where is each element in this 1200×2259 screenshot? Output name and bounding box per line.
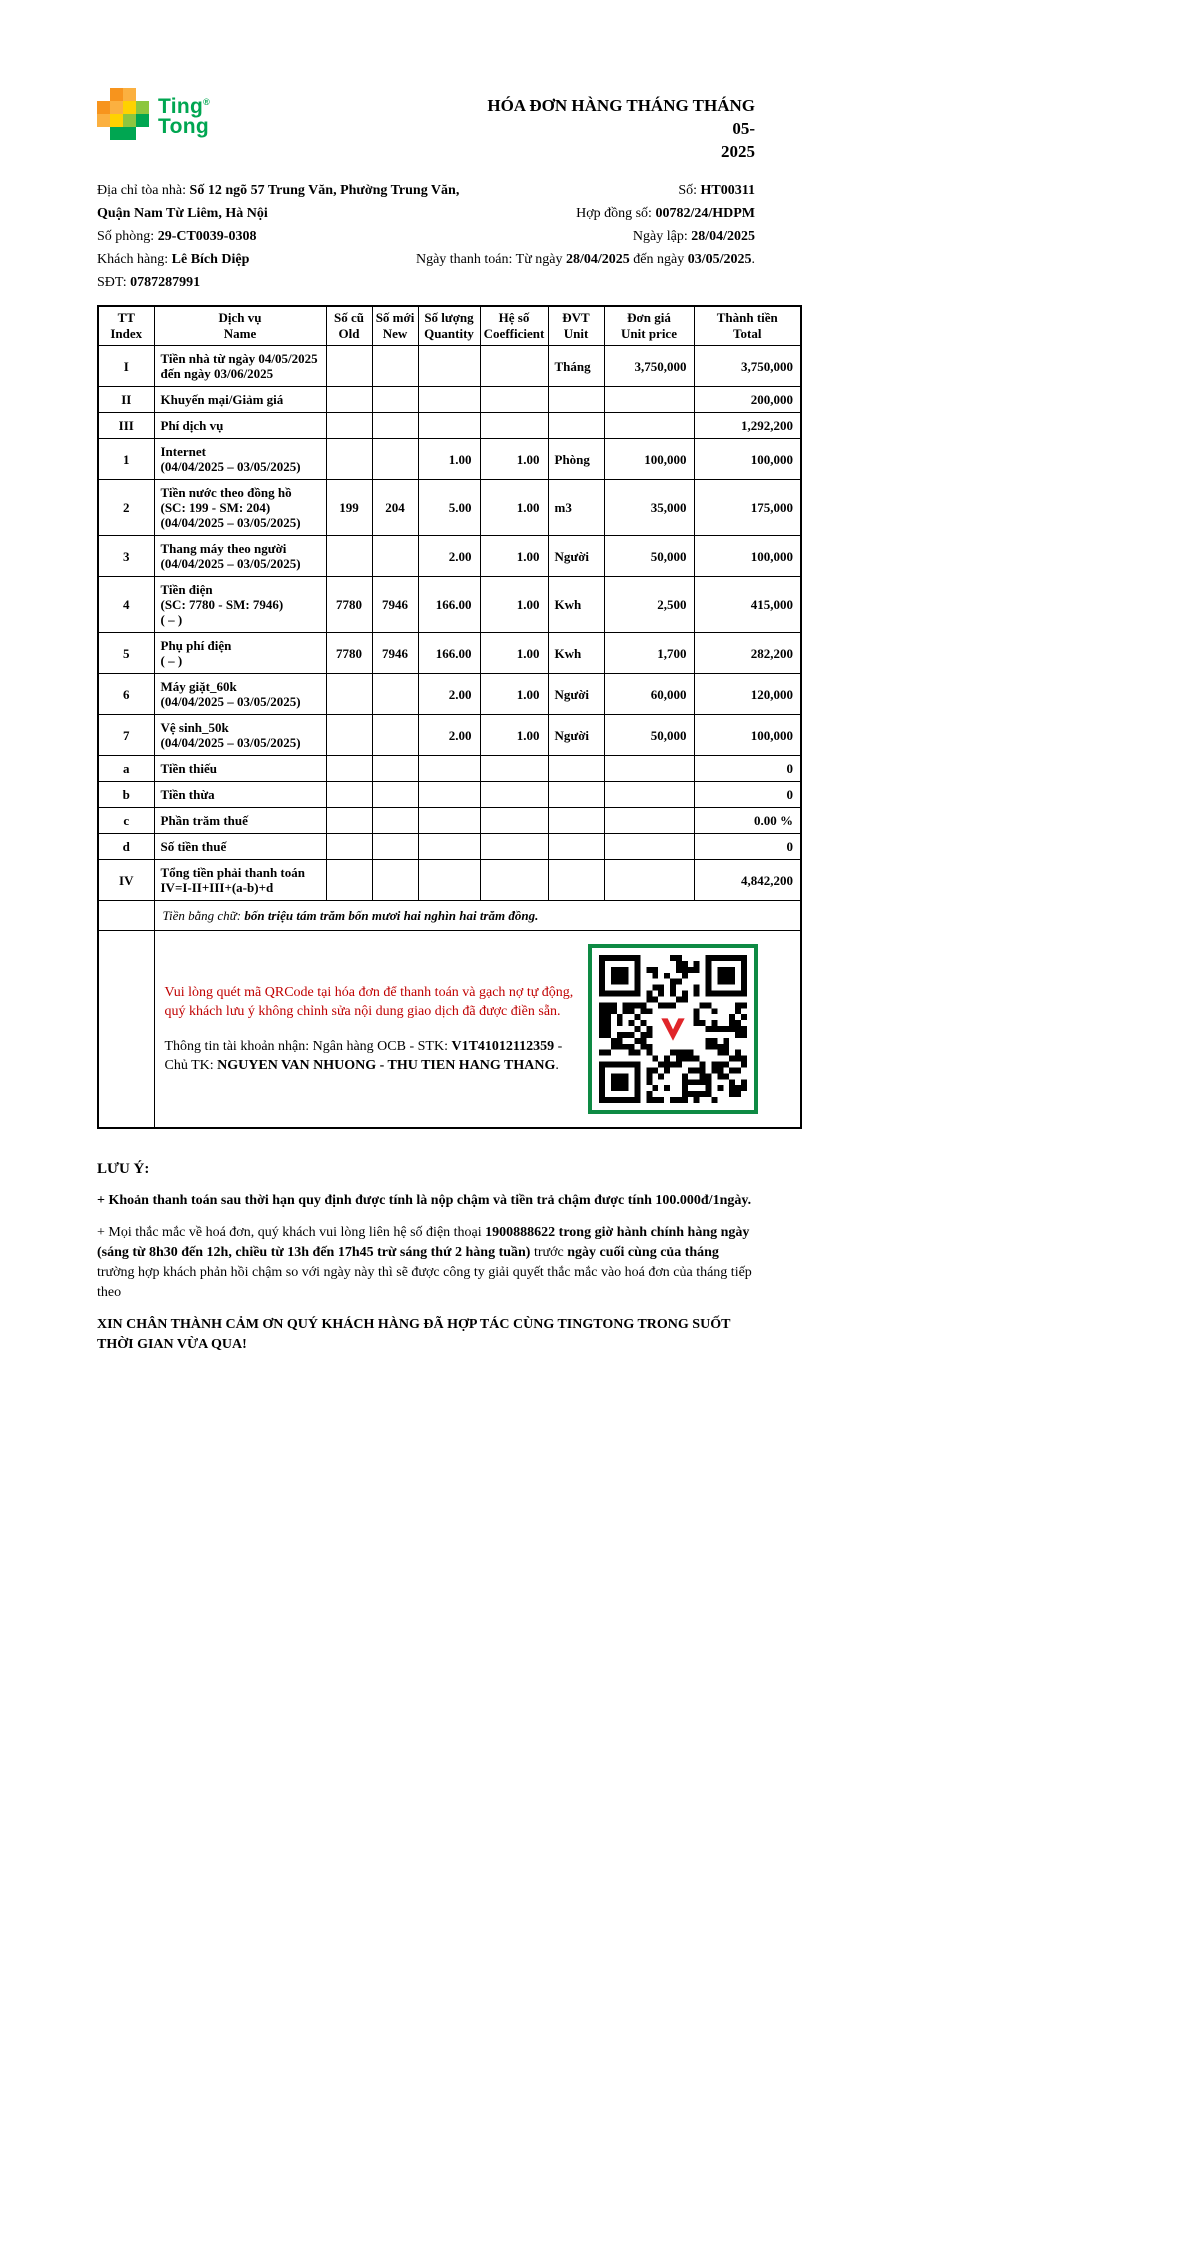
service-name-line: Tiền nước theo đồng hồ <box>160 485 292 500</box>
cell-new <box>372 346 418 387</box>
cell-name <box>154 577 326 633</box>
service-name-line: Tiền thiếu <box>160 761 217 776</box>
header-label-en: Quantity <box>424 326 474 341</box>
cell-coef: 1.00 <box>480 439 548 480</box>
footer-notes <box>97 1159 752 1355</box>
service-name-line: Tiền điện <box>160 582 213 597</box>
cell-name <box>154 782 326 808</box>
cell-name <box>154 536 326 577</box>
info-row <box>97 248 800 271</box>
header-label-vi: Thành tiền <box>716 310 778 325</box>
invoice-row-c <box>98 808 801 834</box>
cell-total: 100,000 <box>694 715 801 756</box>
cell-coef <box>480 808 548 834</box>
cell-price <box>604 860 694 901</box>
cell-price: 50,000 <box>604 536 694 577</box>
cell-old <box>326 860 372 901</box>
header-label-vi: Đơn giá <box>627 310 671 325</box>
header-label-vi: Số cũ <box>334 310 364 325</box>
cell-qty: 2.00 <box>418 715 480 756</box>
cell-qty <box>418 782 480 808</box>
cell-old <box>326 346 372 387</box>
cell-name <box>154 715 326 756</box>
cell-index-empty <box>98 901 154 931</box>
service-name-line: Phụ phí điện <box>160 638 232 653</box>
cell-new: 204 <box>372 480 418 536</box>
cell-coef: 1.00 <box>480 577 548 633</box>
cell-coef: 1.00 <box>480 633 548 674</box>
cell-index: d <box>98 834 154 860</box>
header-label-vi: ĐVT <box>562 310 590 325</box>
cell-total: 415,000 <box>694 577 801 633</box>
customer-name: Khách hàng: Lê Bích Diệp <box>97 252 250 267</box>
cell-total: 175,000 <box>694 480 801 536</box>
cell-new <box>372 860 418 901</box>
amount-in-words: Tiền bằng chữ: bốn triệu tám trăm bốn mươi hai nghìn hai trăm đồng. <box>154 901 801 931</box>
invoice-row-6 <box>98 674 801 715</box>
cell-index: 6 <box>98 674 154 715</box>
info-row <box>97 179 800 202</box>
cell-coef <box>480 756 548 782</box>
cell-qty: 166.00 <box>418 577 480 633</box>
header-label-en: New <box>382 326 408 341</box>
service-name-line: IV=I-II+III+(a-b)+d <box>160 880 274 895</box>
invoice-row-7 <box>98 715 801 756</box>
cell-qty <box>418 413 480 439</box>
cell-index: c <box>98 808 154 834</box>
thank-you-note: XIN CHÂN THÀNH CẢM ƠN QUÝ KHÁCH HÀNG ĐÃ HỢP TÁC CÙNG TINGTONG TRONG SUỐT THỜI GIAN VỪA QUA! <box>97 1317 731 1352</box>
info-row <box>97 271 800 294</box>
cell-qty <box>418 756 480 782</box>
cell-name <box>154 480 326 536</box>
cell-price <box>604 413 694 439</box>
room-number: Số phòng: 29-CT0039-0308 <box>97 229 257 244</box>
cell-index: 4 <box>98 577 154 633</box>
notes-heading: LƯU Ý: <box>97 1161 150 1177</box>
invoice-row-II <box>98 387 801 413</box>
header-label-vi: Dịch vụ <box>218 310 262 325</box>
logo-word-tong: Tong <box>158 114 209 138</box>
cell-name <box>154 860 326 901</box>
cell-qty <box>418 808 480 834</box>
cell-price: 100,000 <box>604 439 694 480</box>
cell-price: 50,000 <box>604 715 694 756</box>
cell-unit: m3 <box>548 480 604 536</box>
service-name-line: Tiền nhà từ ngày 04/05/2025 <box>160 351 318 366</box>
issue-date: Ngày lập: 28/04/2025 <box>632 229 755 244</box>
invoice-title <box>470 94 800 163</box>
payment-cell <box>154 931 801 1129</box>
cell-coef: 1.00 <box>480 715 548 756</box>
customer-phone: SĐT: 0787287991 <box>97 275 201 290</box>
hotline-note: + Mọi thắc mắc về hoá đơn, quý khách vui lòng liên hệ số điện thoại 1900888622 trong giờ hành chính hàng ngày (sáng từ 8h30 đến 12h, chiều từ 13h đến 17h45 trừ sáng thứ 2 hàng tuần) trước ngày cuối cùng của tháng trường hợp khách phản hồi chậm so với ngày này thì sẽ được công ty giải quyết thắc mắc vào hoá đơn của tháng tiếp theo <box>97 1225 752 1300</box>
cell-index: a <box>98 756 154 782</box>
service-name-line: (04/04/2025 – 03/05/2025) <box>160 735 301 750</box>
cell-new <box>372 715 418 756</box>
cell-total: 100,000 <box>694 536 801 577</box>
cell-new <box>372 439 418 480</box>
cell-index: IV <box>98 860 154 901</box>
cell-new <box>372 387 418 413</box>
service-name-line: Tiền thừa <box>160 787 215 802</box>
cell-index: II <box>98 387 154 413</box>
info-row <box>97 225 800 248</box>
cell-new <box>372 782 418 808</box>
cell-new: 7946 <box>372 577 418 633</box>
service-name-line: ( – ) <box>160 612 183 627</box>
cell-old <box>326 439 372 480</box>
cell-coef <box>480 413 548 439</box>
cell-old <box>326 782 372 808</box>
invoice-row-3 <box>98 536 801 577</box>
cell-price: 3,750,000 <box>604 346 694 387</box>
header-label-en: Old <box>338 326 360 341</box>
service-name-line: (SC: 199 - SM: 204) <box>160 500 271 515</box>
contract-number: Hợp đồng số: 00782/24/HDPM <box>576 206 755 221</box>
registered-mark-icon: ® <box>203 96 211 107</box>
service-name-line: (04/04/2025 – 03/05/2025) <box>160 459 301 474</box>
cell-new <box>372 808 418 834</box>
invoice-page <box>97 88 800 1367</box>
cell-unit: Người <box>548 536 604 577</box>
cell-total: 1,292,200 <box>694 413 801 439</box>
column-header-qty <box>418 306 480 346</box>
header-label-en: Unit price <box>621 326 677 341</box>
cell-coef: 1.00 <box>480 536 548 577</box>
header-label-vi: TT <box>117 310 135 325</box>
cell-coef <box>480 834 548 860</box>
cell-total: 0 <box>694 756 801 782</box>
cell-new <box>372 413 418 439</box>
service-name-line: Vệ sinh_50k <box>160 720 229 735</box>
cell-coef <box>480 346 548 387</box>
cell-index: III <box>98 413 154 439</box>
service-name-line: Tổng tiền phải thanh toán <box>160 865 305 880</box>
service-name-line: Phí dịch vụ <box>160 418 224 433</box>
column-header-unit <box>548 306 604 346</box>
invoice-info <box>97 179 800 294</box>
header-label-vi: Số mới <box>375 310 415 325</box>
cell-new <box>372 834 418 860</box>
cell-index: 1 <box>98 439 154 480</box>
payment-qr-row <box>98 931 801 1129</box>
invoice-row-2 <box>98 480 801 536</box>
invoice-row-d <box>98 834 801 860</box>
column-header-coef <box>480 306 548 346</box>
cell-qty: 2.00 <box>418 674 480 715</box>
cell-new <box>372 674 418 715</box>
cell-price <box>604 387 694 413</box>
payment-text <box>165 983 589 1075</box>
cell-index: 5 <box>98 633 154 674</box>
cell-old <box>326 413 372 439</box>
invoice-row-a <box>98 756 801 782</box>
cell-total: 4,842,200 <box>694 860 801 901</box>
cell-old <box>326 756 372 782</box>
qr-instruction-note: Vui lòng quét mã QRCode tại hóa đơn để thanh toán và gạch nợ tự động, quý khách lưu ý không chỉnh sửa nội dung giao dịch đã được điền sẵn. <box>164 985 574 1019</box>
tingtong-logo-text <box>158 92 210 137</box>
column-header-name <box>154 306 326 346</box>
header-label-en: Unit <box>563 326 589 341</box>
invoice-title-line1: HÓA ĐƠN HÀNG THÁNG THÁNG 05- <box>487 96 755 138</box>
cell-old <box>326 715 372 756</box>
cell-price <box>604 808 694 834</box>
invoice-row-III <box>98 413 801 439</box>
cell-unit <box>548 808 604 834</box>
service-name-line: ( – ) <box>160 653 183 668</box>
qr-center-logo-icon <box>653 1009 693 1049</box>
cell-name <box>154 834 326 860</box>
cell-price <box>604 834 694 860</box>
cell-price <box>604 756 694 782</box>
info-row <box>97 202 800 225</box>
service-name-line: Số tiền thuế <box>160 839 227 854</box>
cell-unit <box>548 387 604 413</box>
cell-unit <box>548 782 604 808</box>
cell-total: 100,000 <box>694 439 801 480</box>
service-name-line: (04/04/2025 – 03/05/2025) <box>160 694 301 709</box>
invoice-row-4 <box>98 577 801 633</box>
cell-total: 282,200 <box>694 633 801 674</box>
invoice-row-IV <box>98 860 801 901</box>
invoice-row-I <box>98 346 801 387</box>
column-header-old <box>326 306 372 346</box>
invoice-number: Số: HT00311 <box>678 183 755 198</box>
building-address-line1: Địa chỉ tòa nhà: Số 12 ngõ 57 Trung Văn, Phường Trung Văn, <box>97 183 460 198</box>
payment-section <box>155 931 801 1127</box>
cell-old <box>326 674 372 715</box>
info-right-empty <box>755 271 800 294</box>
cell-old <box>326 387 372 413</box>
service-name-line: đến ngày 03/06/2025 <box>160 366 274 381</box>
cell-qty <box>418 346 480 387</box>
service-name-line: Máy giặt_60k <box>160 679 237 694</box>
cell-old: 7780 <box>326 633 372 674</box>
service-name-line: Internet <box>160 444 206 459</box>
header-label-en: Total <box>733 326 762 341</box>
invoice-row-1 <box>98 439 801 480</box>
cell-total: 0 <box>694 782 801 808</box>
service-name-line: (SC: 7780 - SM: 7946) <box>160 597 284 612</box>
cell-unit: Kwh <box>548 577 604 633</box>
cell-price: 1,700 <box>604 633 694 674</box>
invoice-row-5 <box>98 633 801 674</box>
cell-name <box>154 346 326 387</box>
cell-index-empty <box>98 931 154 1129</box>
cell-unit: Phòng <box>548 439 604 480</box>
cell-new: 7946 <box>372 633 418 674</box>
bank-account-info: Thông tin tài khoản nhận: Ngân hàng OCB - STK: V1T41012112359 - Chủ TK: NGUYEN VAN NHUONG - THU TIEN HANG THANG. <box>164 1039 563 1073</box>
header-label-en: Index <box>110 326 143 341</box>
late-payment-note: + Khoản thanh toán sau thời hạn quy định được tính là nộp chậm và tiền trả chậm được tính 100.000đ/1ngày. <box>97 1193 752 1208</box>
service-name-line: Phần trăm thuế <box>160 813 248 828</box>
qr-code <box>588 944 758 1114</box>
cell-total: 120,000 <box>694 674 801 715</box>
cell-unit <box>548 756 604 782</box>
cell-old <box>326 834 372 860</box>
cell-index: b <box>98 782 154 808</box>
cell-price <box>604 782 694 808</box>
cell-old <box>326 808 372 834</box>
amount-in-words-row <box>98 901 801 931</box>
header-label-en: Coefficient <box>483 326 545 341</box>
cell-qty: 1.00 <box>418 439 480 480</box>
cell-total: 200,000 <box>694 387 801 413</box>
cell-unit: Người <box>548 715 604 756</box>
table-header-row <box>98 306 801 346</box>
service-name-line: (04/04/2025 – 03/05/2025) <box>160 515 301 530</box>
invoice-title-line2: 2025 <box>721 142 755 161</box>
tingtong-logo-icon <box>97 88 149 140</box>
service-name-line: Thang máy theo người <box>160 541 287 556</box>
invoice-row-b <box>98 782 801 808</box>
cell-coef: 1.00 <box>480 480 548 536</box>
header-label-vi: Hệ số <box>498 310 530 325</box>
cell-qty <box>418 387 480 413</box>
cell-name <box>154 413 326 439</box>
logo-word-ting: Ting® <box>158 94 211 118</box>
cell-price: 35,000 <box>604 480 694 536</box>
cell-new <box>372 756 418 782</box>
cell-unit <box>548 834 604 860</box>
cell-qty <box>418 834 480 860</box>
cell-total: 0.00 % <box>694 808 801 834</box>
cell-name <box>154 756 326 782</box>
invoice-table <box>97 305 802 1129</box>
cell-new <box>372 536 418 577</box>
cell-coef <box>480 782 548 808</box>
cell-qty: 2.00 <box>418 536 480 577</box>
cell-old <box>326 536 372 577</box>
cell-unit: Kwh <box>548 633 604 674</box>
tingtong-logo <box>97 88 210 140</box>
header-label-vi: Số lượng <box>424 310 474 325</box>
cell-unit <box>548 413 604 439</box>
cell-name <box>154 674 326 715</box>
cell-name <box>154 808 326 834</box>
cell-unit: Tháng <box>548 346 604 387</box>
column-header-index <box>98 306 154 346</box>
cell-unit <box>548 860 604 901</box>
cell-name <box>154 387 326 413</box>
cell-qty: 5.00 <box>418 480 480 536</box>
column-header-price <box>604 306 694 346</box>
cell-coef: 1.00 <box>480 674 548 715</box>
cell-index: 2 <box>98 480 154 536</box>
cell-qty: 166.00 <box>418 633 480 674</box>
cell-price: 2,500 <box>604 577 694 633</box>
cell-old: 199 <box>326 480 372 536</box>
payment-date-range: Ngày thanh toán: Từ ngày 28/04/2025 đến ngày 03/05/2025. <box>415 252 755 267</box>
cell-total: 3,750,000 <box>694 346 801 387</box>
cell-name <box>154 439 326 480</box>
cell-index: 7 <box>98 715 154 756</box>
header-label-en: Name <box>223 326 257 341</box>
service-name-line: Khuyến mại/Giảm giá <box>160 392 284 407</box>
cell-unit: Người <box>548 674 604 715</box>
cell-price: 60,000 <box>604 674 694 715</box>
cell-coef <box>480 387 548 413</box>
cell-old: 7780 <box>326 577 372 633</box>
column-header-new <box>372 306 418 346</box>
cell-index: 3 <box>98 536 154 577</box>
column-header-total <box>694 306 801 346</box>
cell-coef <box>480 860 548 901</box>
cell-total: 0 <box>694 834 801 860</box>
building-address-line2: Quận Nam Từ Liêm, Hà Nội <box>97 206 268 221</box>
invoice-header <box>97 88 800 163</box>
cell-index: I <box>98 346 154 387</box>
service-name-line: (04/04/2025 – 03/05/2025) <box>160 556 301 571</box>
cell-name <box>154 633 326 674</box>
cell-qty <box>418 860 480 901</box>
